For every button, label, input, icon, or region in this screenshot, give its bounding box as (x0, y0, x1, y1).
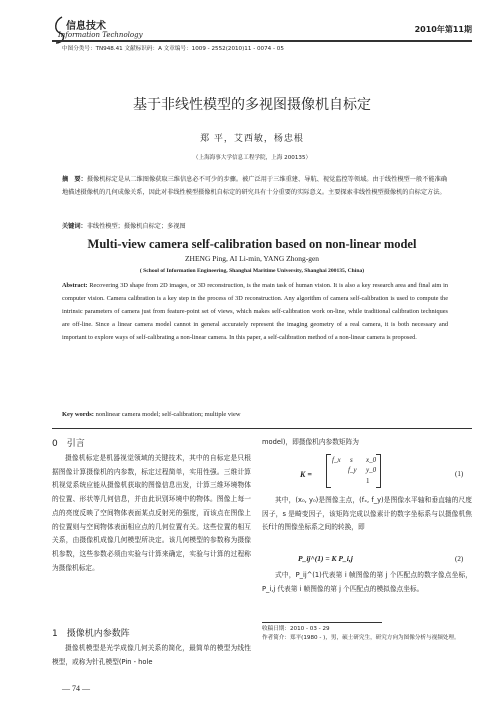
abstract-en-label: Abstract: (62, 282, 88, 289)
abstract-cn-label: 摘 要： (62, 176, 87, 183)
abstract-cn-text: 摄像机标定是从二维图像获取三维信息必不可少的步骤。被广泛用于三维重建、导航、视觉监控等领域。由于线性模型一般不能准确地描述摄像机的几何成像关系，因此对非线性模型摄像机自标定的研究具有十分重要的实际意义。主要探索非线性模型摄像机的自标定方法。 (62, 176, 448, 196)
affiliation-en: ( School of Information Engineering, Shanghai Maritime University, Shanghai 200135, China) (139, 268, 365, 274)
keywords-en (62, 411, 448, 418)
matrix-cell-y0: y_0 (366, 466, 377, 474)
equation-1-number: (1) (455, 470, 464, 478)
article-meta: 中图分类号：TN948.41 文献标识码：A 文章编号：1009 - 2552(2010)11 - 0074 - 05 (62, 46, 284, 52)
keywords-cn-text: 非线性模型；摄像机自标定；多视图 (86, 223, 186, 230)
matrix-cell-s: s (350, 456, 353, 464)
matrix-cell-fy: f_y (348, 466, 357, 474)
keywords-en-text: nonlinear camera model; self-calibration; multiple view (95, 411, 241, 418)
matrix-right-bracket (376, 454, 381, 488)
abstract-cn (62, 174, 447, 199)
title-en: Multi-view camera self-calibration based on non-linear model (87, 237, 417, 251)
section-1-heading: 1 摄像机内参数阵 (52, 629, 130, 639)
footnote-rule (262, 622, 382, 623)
footnote-author: 作者简介：郑平(1980 - )，男，硕士研究生，研究方向为图像分析与视频处理。 (262, 635, 460, 641)
journal-name-en: Information Technology (58, 31, 143, 39)
affiliation-cn: （上海海事大学信息工程学院，上海 200135） (192, 155, 312, 161)
abstract-en-text: Recovering 3D shape from 2D images, or 3D reconstruction, is the main task of human vision. It is also a key research area and final aim in computer vision. Camera calibration is a key step in the process of 3D reconstruction. Any algorithm of camera self-calibration is used to compute the intrinsic parameters of camera just from feature-point set of views, which makes self-calibration work on-line, while traditional calibration techniques are off-line. Since a linear camera model cannot in general accurately represent the imaging geometry of a real camera, it is both necessary and important to explore ways of self-calibrating a non-linear camera. In this paper, a self-calibration method of a non-linear camera is proposed. (62, 282, 448, 341)
footnote-received: 收稿日期：2010 - 03 - 29 (262, 626, 330, 632)
keywords-cn (62, 223, 447, 232)
section-0-heading: 0 引言 (52, 439, 85, 449)
section-1-text: 摄像机模型是光学成像几何关系的简化，最简单的模型为线性模型，或称为针孔模型(Pin - hole (52, 644, 251, 666)
right-col-p1: model)，即摄像机内参数矩阵为 (262, 438, 359, 446)
matrix-cell-fx: f_x (332, 456, 341, 464)
authors-en: ZHENG Ping, AI Li-min, YANG Zhong-gen (184, 254, 320, 263)
keywords-cn-label: 关键词： (62, 223, 87, 230)
right-col-p3: 式中，P_ij^(1)代表第 i 帧图像的第 j 个匹配点的数字像点坐标，P_i,j 代表第 i 帧图像的第 j 个匹配点的模拟像点坐标。 (262, 571, 472, 593)
issue-label: 2010年第11期 (414, 25, 472, 34)
journal-name-cn: 信息技术 (66, 21, 106, 32)
keywords-en-label: Key words: (62, 411, 94, 418)
header-rule-thick (52, 40, 472, 42)
authors-cn: 郑 平，艾西敏，杨忠根 (200, 134, 304, 144)
matrix-k-label: K = (300, 470, 312, 479)
matrix-left-bracket (326, 454, 331, 488)
equation-2-number: (2) (455, 555, 464, 563)
right-col-p2: 其中，(x₀, y₀)是图像主点，(fₓ, f_y)是图像水平轴和垂直轴的尺度因子，s 是畸变因子，该矩阵完成以像素计的数字坐标系与以摄像机焦长f计的图像坐标系之间的转换，即 (262, 496, 472, 532)
matrix-cell-one: 1 (366, 477, 370, 485)
section-0-text: 摄像机标定是机器视觉领域的关键技术，其中的自标定是只根据图像计算摄像机的内参数，标定过程简单，实用性强。三维计算机视觉系统应能从摄像机获取的图像信息出发，计算三维环境物体的位置、形状等几何信息，并由此识别环境中的物体。图像上每一点的亮度反映了空间物体表面某点反射光的强度，而该点在图像上的位置则与空间物体表面相应点的几何位置有关。这些位置的相互关系，由摄像机成像几何模型所决定。该几何模型的参数称为摄像机参数，这些参数必须由实验与计算来确定，实验与计算的过程称为摄像机标定。 (52, 454, 251, 572)
abstract-en (62, 280, 448, 345)
abstract-rule (52, 428, 472, 429)
page-number: — 74 — (62, 684, 90, 693)
matrix-cell-x0: x_0 (366, 456, 377, 464)
title-cn: 基于非线性模型的多视图摄像机自标定 (133, 97, 371, 113)
equation-2: P_ij^(1) = K P_i,j (298, 554, 353, 563)
